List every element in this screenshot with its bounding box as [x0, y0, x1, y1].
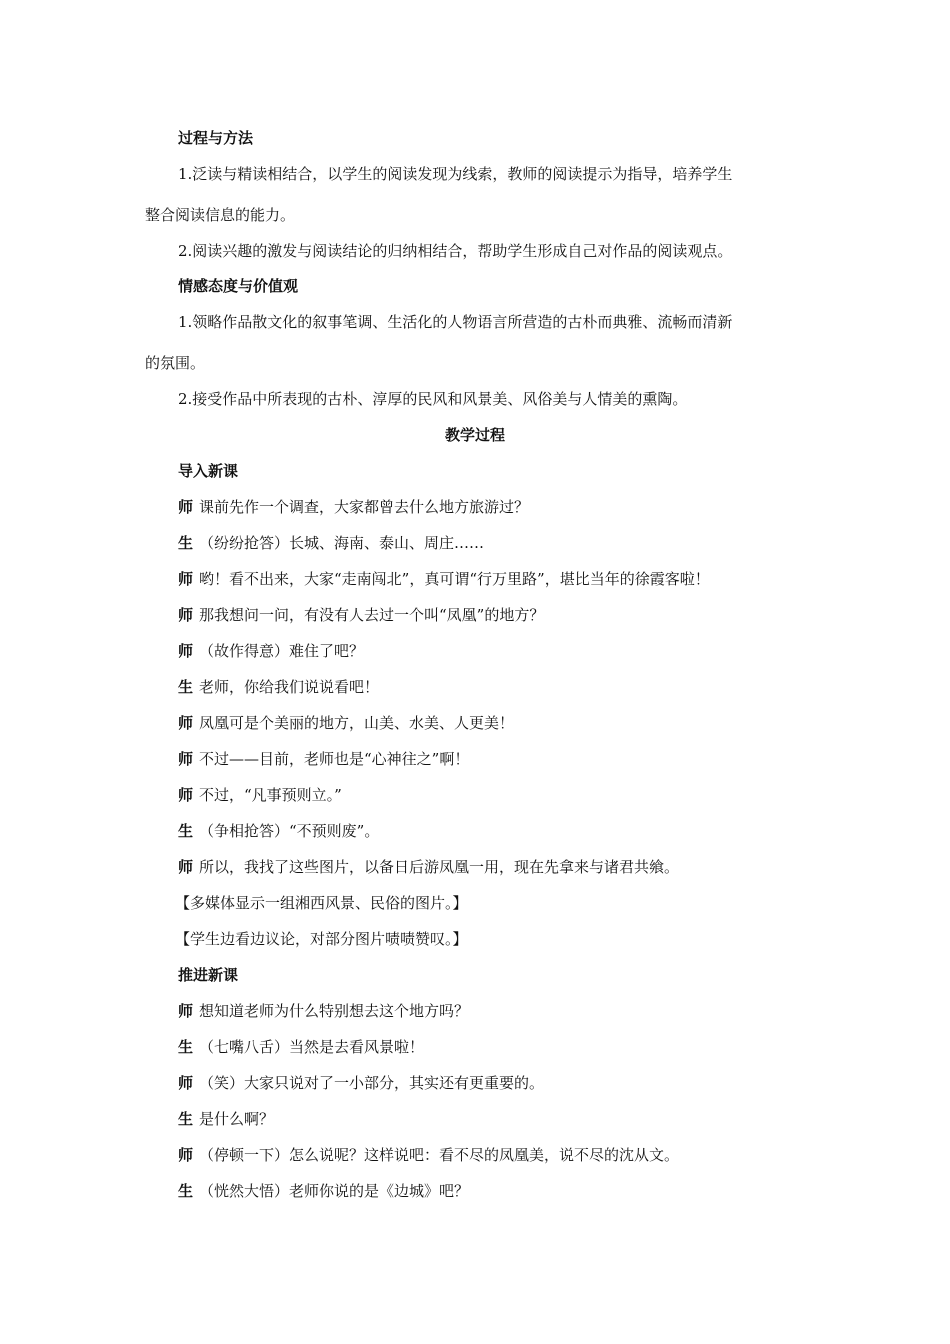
paragraph-emotion-1: 1.领略作品散文化的叙事笔调、生活化的人物语言所营造的古朴而典雅、流畅而清新	[178, 313, 733, 331]
dialogue-line	[178, 569, 950, 589]
dialogue-text: 不过——目前，老师也是“心神往之”啊！	[199, 750, 470, 768]
speaker-label: 师	[178, 750, 194, 768]
paragraph-emotion-1-cont: 的氛围。	[145, 354, 206, 372]
dialogue-line	[178, 1181, 950, 1201]
speaker-label: 师	[178, 1074, 194, 1092]
dialogue-text: （纷纷抢答）长城、海南、泰山、周庄……	[199, 534, 485, 552]
dialogue-line	[178, 1073, 950, 1093]
dialogue-text: （争相抢答）“不预则废”。	[199, 822, 380, 840]
speaker-label: 师	[178, 1146, 194, 1164]
dialogue-line	[178, 821, 950, 841]
dialogue-text: 哟！看不出来，大家“走南闯北”，真可谓“行万里路”，堪比当年的徐霞客啦！	[199, 570, 710, 588]
dialogue-line	[178, 677, 950, 697]
dialogue-text: （停顿一下）怎么说呢？这样说吧：看不尽的凤凰美，说不尽的沈从文。	[199, 1146, 680, 1164]
dialogue-line	[178, 1145, 950, 1165]
section-heading-intro: 导入新课	[178, 462, 239, 480]
speaker-label: 生	[178, 1038, 194, 1056]
paragraph-process-1-cont: 整合阅读信息的能力。	[145, 206, 296, 224]
dialogue-text: （笑）大家只说对了一小部分，其实还有更重要的。	[199, 1074, 545, 1092]
speaker-label: 师	[178, 498, 194, 516]
dialogue-text: 是什么啊？	[199, 1110, 275, 1128]
speaker-label: 师	[178, 786, 194, 804]
stage-note: 【多媒体显示一组湘西风景、民俗的图片。】	[175, 894, 468, 912]
speaker-label: 生	[178, 1110, 194, 1128]
dialogue-line	[178, 1037, 950, 1057]
dialogue-line	[178, 785, 950, 805]
dialogue-text: （七嘴八舌）当然是去看风景啦！	[199, 1038, 425, 1056]
speaker-label: 生	[178, 678, 194, 696]
dialogue-text: 凤凰可是个美丽的地方，山美、水美、人更美！	[199, 714, 515, 732]
dialogue-text: 不过，“凡事预则立。”	[199, 786, 342, 804]
speaker-label: 师	[178, 858, 194, 876]
speaker-label: 师	[178, 642, 194, 660]
dialogue-text: 想知道老师为什么特别想去这个地方吗？	[199, 1002, 470, 1020]
dialogue-line	[178, 749, 950, 769]
dialogue-text: （恍然大悟）老师你说的是《边城》吧？	[199, 1182, 470, 1200]
dialogue-line	[178, 857, 950, 877]
speaker-label: 生	[178, 822, 194, 840]
dialogue-line	[178, 1109, 950, 1129]
speaker-label: 师	[178, 570, 194, 588]
dialogue-line	[178, 497, 950, 517]
section-heading-process: 过程与方法	[178, 129, 254, 147]
section-heading-emotion: 情感态度与价值观	[178, 277, 299, 295]
paragraph-process-2: 2.阅读兴趣的激发与阅读结论的归纳相结合，帮助学生形成自己对作品的阅读观点。	[178, 242, 733, 260]
paragraph-emotion-2: 2.接受作品中所表现的古朴、淳厚的民风和风景美、风俗美与人情美的熏陶。	[178, 390, 688, 408]
dialogue-text: （故作得意）难住了吧？	[199, 642, 365, 660]
speaker-label: 生	[178, 1182, 194, 1200]
speaker-label: 师	[178, 1002, 194, 1020]
section-heading-teaching: 教学过程	[444, 426, 505, 444]
dialogue-line	[178, 641, 950, 661]
dialogue-line	[178, 605, 950, 625]
speaker-label: 师	[178, 606, 194, 624]
paragraph-process-1: 1.泛读与精读相结合，以学生的阅读发现为线索，教师的阅读提示为指导，培养学生	[178, 165, 733, 183]
speaker-label: 生	[178, 534, 194, 552]
dialogue-text: 老师，你给我们说说看吧！	[199, 678, 380, 696]
dialogue-text: 所以，我找了这些图片，以备日后游凤凰一用，现在先拿来与诸君共飨。	[199, 858, 680, 876]
dialogue-text: 课前先作一个调查，大家都曾去什么地方旅游过？	[199, 498, 530, 516]
dialogue-line	[178, 1001, 950, 1021]
stage-note: 【学生边看边议论，对部分图片啧啧赞叹。】	[175, 930, 468, 948]
section-heading-advance: 推进新课	[178, 966, 239, 984]
dialogue-line	[178, 533, 950, 553]
dialogue-text: 那我想问一问，有没有人去过一个叫“凤凰”的地方？	[199, 606, 545, 624]
dialogue-line	[178, 713, 950, 733]
speaker-label: 师	[178, 714, 194, 732]
